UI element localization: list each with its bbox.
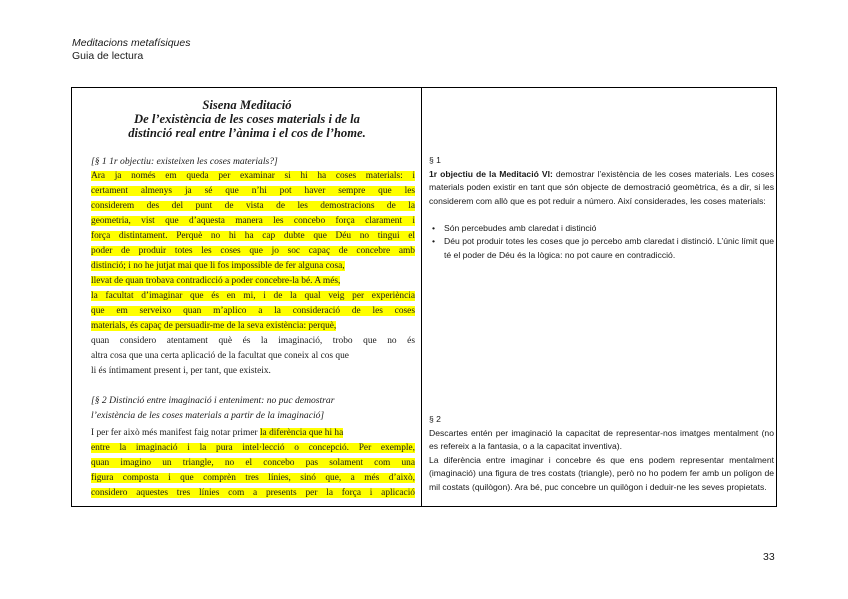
content-table [71,87,777,507]
book-title: Meditacions metafísiques [72,37,191,49]
highlighted-line: la facultat d’imaginar que és en mi, i de la qual veig per experiència [91,291,415,301]
source-text-column [72,88,422,506]
commentary-section2-text [429,427,774,494]
meditation-title [72,98,422,140]
highlighted-line: Ara ja només em queda per examinar si hi ha coses materials: i [91,171,415,181]
highlighted-segment: la diferència que hi ha [259,428,344,438]
title-line: De l’existència de les coses materials i de la [134,112,360,126]
highlighted-line: certament almenys ja sé que n’hi pot haver sempre que les [91,186,415,196]
highlighted-line: materials, és capaç de persuadir-me de la seva existència: perquè, [91,321,337,331]
bullet-text: Són percebudes amb claredat i distinció [444,223,597,233]
highlighted-line: poder de produir totes les coses que jo soc capaç de concebre amb [91,246,415,256]
heading-line: [§ 2 Distinció entre imaginació i enteniment: no puc demostrar [91,395,335,406]
page-header [72,37,190,63]
highlighted-line: quan imagino un triangle, no el concebo pas solament com una [91,458,415,468]
commentary-paragraph: demostrar l’existència de les coses materials. Les coses materials poden existir en tant que són objecte de demostració geomètrica, és a dir, si les considerem com allò que es pot reduir a número. Així considerades, les coses materials: [429,169,774,206]
highlighted-line: distinció; i no he jutjat mai que li fos impossible de fer alguna cosa, [91,261,345,271]
bullet-icon: • [432,236,436,247]
text-segment: I per fer això més manifest faig notar primer [91,428,260,438]
commentary-section2-number: § 2 [429,414,441,424]
commentary-section1-number: § 1 [429,155,441,165]
heading-line: l’existència de les coses materials a partir de la imaginació] [91,410,325,421]
list-item [429,222,774,235]
section2-heading [91,393,415,423]
title-line: Sisena Meditació [202,98,292,112]
bullet-icon: • [432,223,436,233]
commentary-column [422,88,776,506]
section1-heading: [§ 1 1r objectiu: existeixen les coses materials?] [91,156,278,167]
highlighted-line: entre la imaginació i la pura intel·lecció o concepció. Per exemple, [91,443,415,453]
highlighted-line: que em serveixo quan m’aplico a la consideració de les coses [91,306,415,316]
title-line: distinció real entre l’ànima i el cos de l’home. [128,126,366,140]
text-line: altra cosa que una certa aplicació de la facultat que coneix al cos que [91,351,349,361]
commentary-section1-text [429,168,774,208]
objective-label: 1r objectiu de la Meditació VI: [429,169,553,179]
highlighted-line: considerem des del punt de vista de les demostracions de la [91,201,415,211]
commentary-paragraph: La diferència entre imaginar i concebre és que ens podem representar mentalment (imaginació) una figura de tres costats (triangle), però no ho podem fer amb un polígon de mil costats (quilògon). Ara bé, puc concebre un quilògon i deduir-ne les seves propietats. [429,454,774,492]
bullet-text: Déu pot produir totes les coses que jo percebo amb claredat i distinció. L’únic límit que té el poder de Déu és la lògica: no pot caure en contradicció. [444,236,774,260]
page-number: 33 [763,551,775,563]
commentary-bullet-list [429,222,774,262]
highlighted-line: geometria, vist que d’aquesta manera les concebo força clarament i [91,216,415,226]
highlighted-line: figura composta i que comprèn tres línies, sinó que, a més d’això, [91,473,415,483]
commentary-paragraph: Descartes entén per imaginació la capacitat de representar-nos imatges mentalment (no es refereix a la fantasia, o a la capacitat inventiva). [429,428,774,452]
guide-subtitle: Guia de lectura [72,50,144,62]
highlighted-line: força distintament. Perquè no hi ha cap dubte que Déu no tingui el [91,231,415,241]
highlighted-line: considero aquestes tres línies com a presents per la força i aplicació [91,488,415,498]
text-line: li és íntimament present i, per tant, que existeix. [91,366,271,376]
highlighted-line: llevat de quan trobava contradicció a poder concebre-la bé. A més, [91,276,341,286]
list-item [429,235,774,262]
text-line: quan considero atentament què és la imaginació, trobo que no és [91,336,415,346]
